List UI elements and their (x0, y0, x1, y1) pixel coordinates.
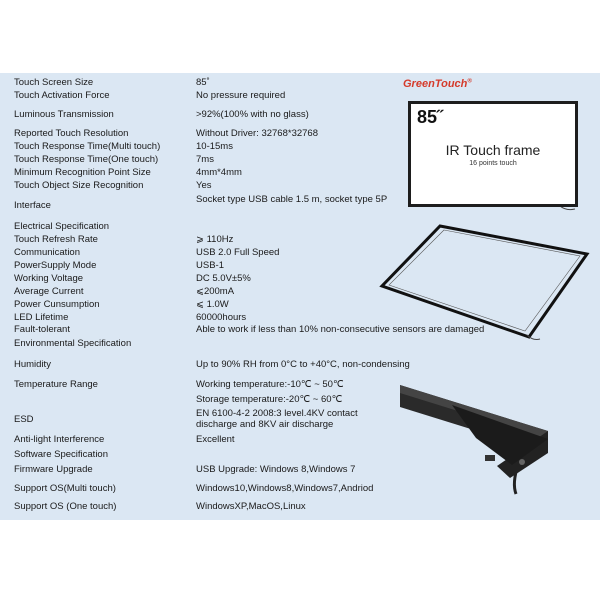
spec-value: DC 5.0V±5% (196, 273, 251, 284)
spec-label: Support OS(Multi touch) (14, 483, 116, 494)
spec-value: >92%(100% with no glass) (196, 109, 309, 120)
spec-label: Average Current (14, 286, 84, 297)
spec-value: Able to work if less than 10% non-consecutive sensors are damaged (196, 324, 485, 335)
spec-label: Touch Response Time(One touch) (14, 154, 159, 165)
spec-label: Firmware Upgrade (14, 464, 93, 475)
spec-label: Touch Object Size Recognition (14, 180, 144, 191)
spec-value: Yes (196, 180, 212, 191)
spec-value: 10-15ms (196, 141, 233, 152)
spec-value: Excellent (196, 434, 235, 445)
spec-section-heading: Software Specification (14, 449, 108, 460)
spec-value: No pressure required (196, 90, 286, 101)
spec-table (0, 73, 600, 520)
spec-label: Reported Touch Resolution (14, 128, 129, 139)
spec-value: 60000hours (196, 312, 247, 323)
spec-value: ⩾ 110Hz (196, 234, 234, 245)
spec-value: USB Upgrade: Windows 8,Windows 7 (196, 464, 356, 475)
spec-label: PowerSupply Mode (14, 260, 97, 271)
spec-value: ⩽200mA (196, 286, 235, 297)
spec-label: Interface (14, 200, 51, 211)
spec-label: Fault-tolerant (14, 324, 70, 335)
spec-label: Humidity (14, 359, 51, 370)
spec-value: Socket type USB cable 1.5 m, socket type 5P (196, 194, 388, 205)
screen-size-label: 85˝ (417, 107, 444, 127)
spec-label: Temperature Range (14, 379, 98, 390)
product-title: IR Touch frame (445, 142, 541, 158)
spec-value: Working temperature:-10℃ ~ 50℃ (196, 379, 344, 390)
spec-section-heading: Electrical Specification (14, 221, 110, 232)
spec-panel (0, 73, 600, 520)
spec-section-heading: Environmental Specification (14, 338, 132, 349)
spec-label: LED Lifetime (14, 312, 69, 323)
spec-label: Power Cunsumption (14, 299, 100, 310)
product-subtitle: 16 points touch (469, 160, 517, 167)
spec-value: 4mm*4mm (196, 167, 242, 178)
spec-value: Without Driver: 32768*32768 (196, 128, 318, 139)
brand-logo: GreenTouch® (403, 78, 472, 90)
spec-label: ESD (14, 414, 34, 425)
spec-value: WindowsXP,MacOS,Linux (196, 501, 306, 512)
spec-value: Up to 90% RH from 0°C to +40°C, non-condensing (196, 359, 410, 370)
spec-label: Anti-light Interference (14, 434, 105, 445)
spec-label: Support OS (One touch) (14, 501, 117, 512)
spec-value: Storage temperature:-20℃ ~ 60℃ (196, 394, 343, 405)
spec-label: Working Voltage (14, 273, 84, 284)
spec-value: 85˚ (196, 77, 210, 88)
spec-value: USB 2.0 Full Speed (196, 247, 280, 258)
spec-value: Windows10,Windows8,Windows7,Andriod (196, 483, 374, 494)
spec-label: Touch Response Time(Multi touch) (14, 141, 161, 152)
spec-value: USB-1 (196, 260, 224, 271)
spec-value: 7ms (196, 154, 214, 165)
spec-value: ⩽ 1.0W (196, 299, 229, 310)
spec-value: EN 6100-4-2 2008:3 level.4KV contact discharge and 8KV air discharge (196, 408, 358, 430)
spec-label: Minimum Recognition Point Size (14, 167, 151, 178)
spec-label: Luminous Transmission (14, 109, 114, 120)
spec-label: Touch Refresh Rate (14, 234, 98, 245)
spec-label: Communication (14, 247, 80, 258)
spec-label: Touch Activation Force (14, 90, 110, 101)
spec-label: Touch Screen Size (14, 77, 94, 88)
